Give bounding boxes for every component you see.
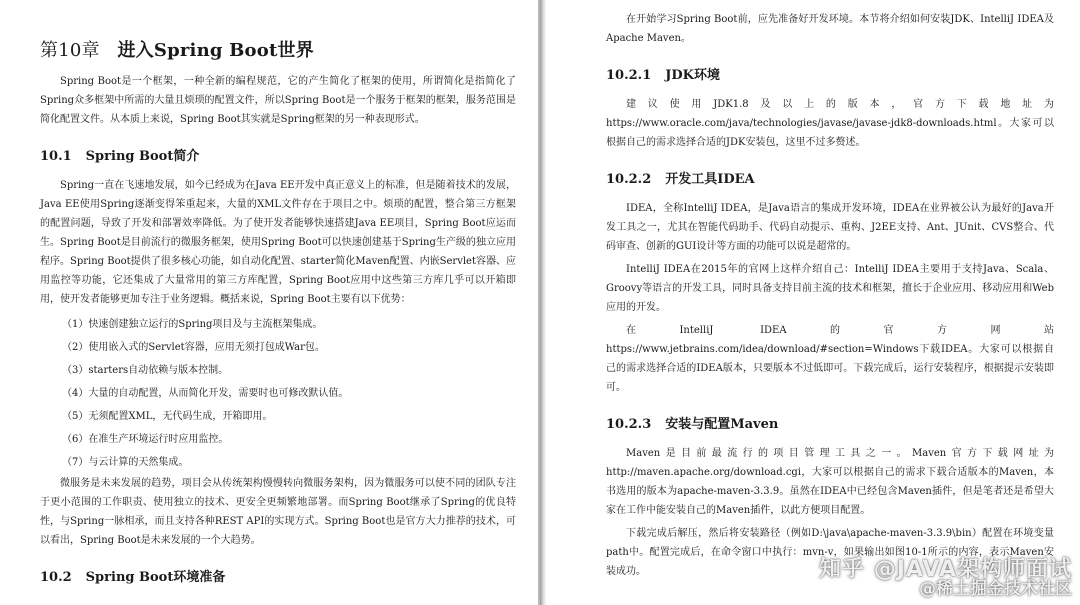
- chapter-intro: Spring Boot是一个框架，一种全新的编程规范，它的产生简化了框架的使用，所谓简化是指简化了Spring众多框架中所需的大量且烦琐的配置文件，所以Spring Boot是一个服务于框架的框架，服务范围是简化配置文件。从本质上来说，Spring Boot其实就是Spring框架的另一种表现形式。: [40, 76, 516, 125]
- list-item: （1）快速创建独立运行的Spring项目及与主流框架集成。: [62, 319, 323, 330]
- list-item: （7）与云计算的天然集成。: [62, 457, 189, 468]
- section-heading-10-2-1: 10.2.1 JDK环境: [606, 68, 720, 83]
- idea-paragraph-3: 在IntelliJ IDEA的官方网站https://www.jetbrains.com/idea/download/#section=Windows下载IDEA。大家可以根据自己的需求选择合适的IDEA版本，只要版本不过低即可。下载完成后，运行安装程序，根据提示安装即可。: [606, 325, 1054, 393]
- list-item: （4）大量的自动配置，从而简化开发，需要时也可修改默认值。: [62, 388, 349, 399]
- right-page: [546, 0, 1080, 605]
- advantages-list: [40, 313, 516, 474]
- list-item: （2）使用嵌入式的Servlet容器，应用无须打包成War包。: [62, 342, 325, 353]
- maven-paragraph-2: 下载完成后解压，然后将安装路径（例如D:\java\apache-maven-3.3.9\bin）配置在环境变量path中。配置完成后，在命令窗口中执行：mvn-v，如果输出如图10-1所示的内容，表示Maven安装成功。: [606, 528, 1054, 577]
- list-item: （3）starters自动依赖与版本控制。: [62, 365, 229, 376]
- idea-paragraph-1: IDEA，全称IntelliJ IDEA，是Java语言的集成开发环境，IDEA在业界被公认为最好的Java开发工具之一，尤其在智能代码助手、代码自动提示、重构、J2EE支持、Ant、JUnit、CVS整合、代码审查、创新的GUI设计等方面的功能可以说是超常的。: [606, 203, 1054, 252]
- chapter-name: 进入Spring Boot世界: [117, 40, 314, 61]
- section-10-1-paragraph-2: 微服务是未来发展的趋势，项目会从传统架构慢慢转向微服务架构，因为微服务可以使不同的团队专注于更小范围的工作职责、使用独立的技术、更安全更频繁地部署。而Spring Boot继承了Spring的优良特性，与Spring一脉相承，而且支持各种REST API的实现方式。Spring Boot也是官方大力推荐的技术，可以看出，Spring Boot是未来发展的一个大趋势。: [40, 478, 516, 546]
- jdk-paragraph: 建议使用JDK1.8及以上的版本，官方下载地址为https://www.oracle.com/java/technologies/javase/javase-jdk8-downloads.html。大家可以根据自己的需求选择合适的JDK安装包，这里不过多赘述。: [606, 99, 1054, 148]
- idea-paragraph-2: IntelliJ IDEA在2015年的官网上这样介绍自己：IntelliJ IDEA主要用于支持Java、Scala、Groovy等语言的开发工具，同时具备支持目前主流的技术和框架，擅长于企业应用、移动应用和Web应用的开发。: [606, 264, 1054, 313]
- maven-paragraph-1: Maven是目前最流行的项目管理工具之一。Maven官方下载网址为http://maven.apache.org/download.cgi，大家可以根据自己的需求下载合适版本的Maven，本书选用的版本为apache-maven-3.3.9。虽然在IDEA中已经包含Maven插件，但是笔者还是希望大家在工作中能安装自己的Maven插件，以此方便项目配置。: [606, 448, 1054, 516]
- section-heading-10-2: 10.2 Spring Boot环境准备: [40, 570, 226, 585]
- section-10-2-intro: 在开始学习Spring Boot前，应先准备好开发环境。本节将介绍如何安装JDK、IntelliJ IDEA及Apache Maven。: [606, 14, 1054, 44]
- chapter-title: [40, 36, 516, 62]
- section-heading-10-1: 10.1 Spring Boot简介: [40, 149, 200, 164]
- watermark: [819, 558, 1072, 599]
- section-heading-10-2-2: 10.2.2 开发工具IDEA: [606, 172, 755, 187]
- list-item: （5）无须配置XML，无代码生成，开箱即用。: [62, 411, 273, 422]
- section-10-1-paragraph-1: Spring一直在飞速地发展，如今已经成为在Java EE开发中真正意义上的标准，但是随着技术的发展，Java EE使用Spring逐渐变得笨重起来，大量的XML文件存在于项目之中。烦琐的配置，整合第三方框架的配置问题，导致了开发和部署效率降低。为了使开发者能够快速搭建Java EE项目，Spring Boot应运而生。Spring Boot是目前流行的微服务框架，使用Spring Boot可以快速创建基于Spring生产级的独立应用程序。Spring Boot提供了很多核心功能，如自动化配置、starter简化Maven配置、内嵌Servlet容器、应用监控等功能，它还集成了大量常用的第三方库配置，Spring Boot应用中这些第三方库几乎可以开箱即用，使开发者能够更加专注于业务逻辑。概括来说，Spring Boot主要有以下优势：: [40, 180, 516, 305]
- watermark-juejin: @稀土掘金技术社区: [919, 579, 1072, 600]
- chapter-number: 第10章: [40, 40, 100, 61]
- watermark-zhihu: 知乎 @JAVA架构师面试: [819, 557, 1072, 583]
- list-item: （6）在准生产环境运行时应用监控。: [62, 434, 229, 445]
- section-heading-10-2-3: 10.2.3 安装与配置Maven: [606, 417, 779, 432]
